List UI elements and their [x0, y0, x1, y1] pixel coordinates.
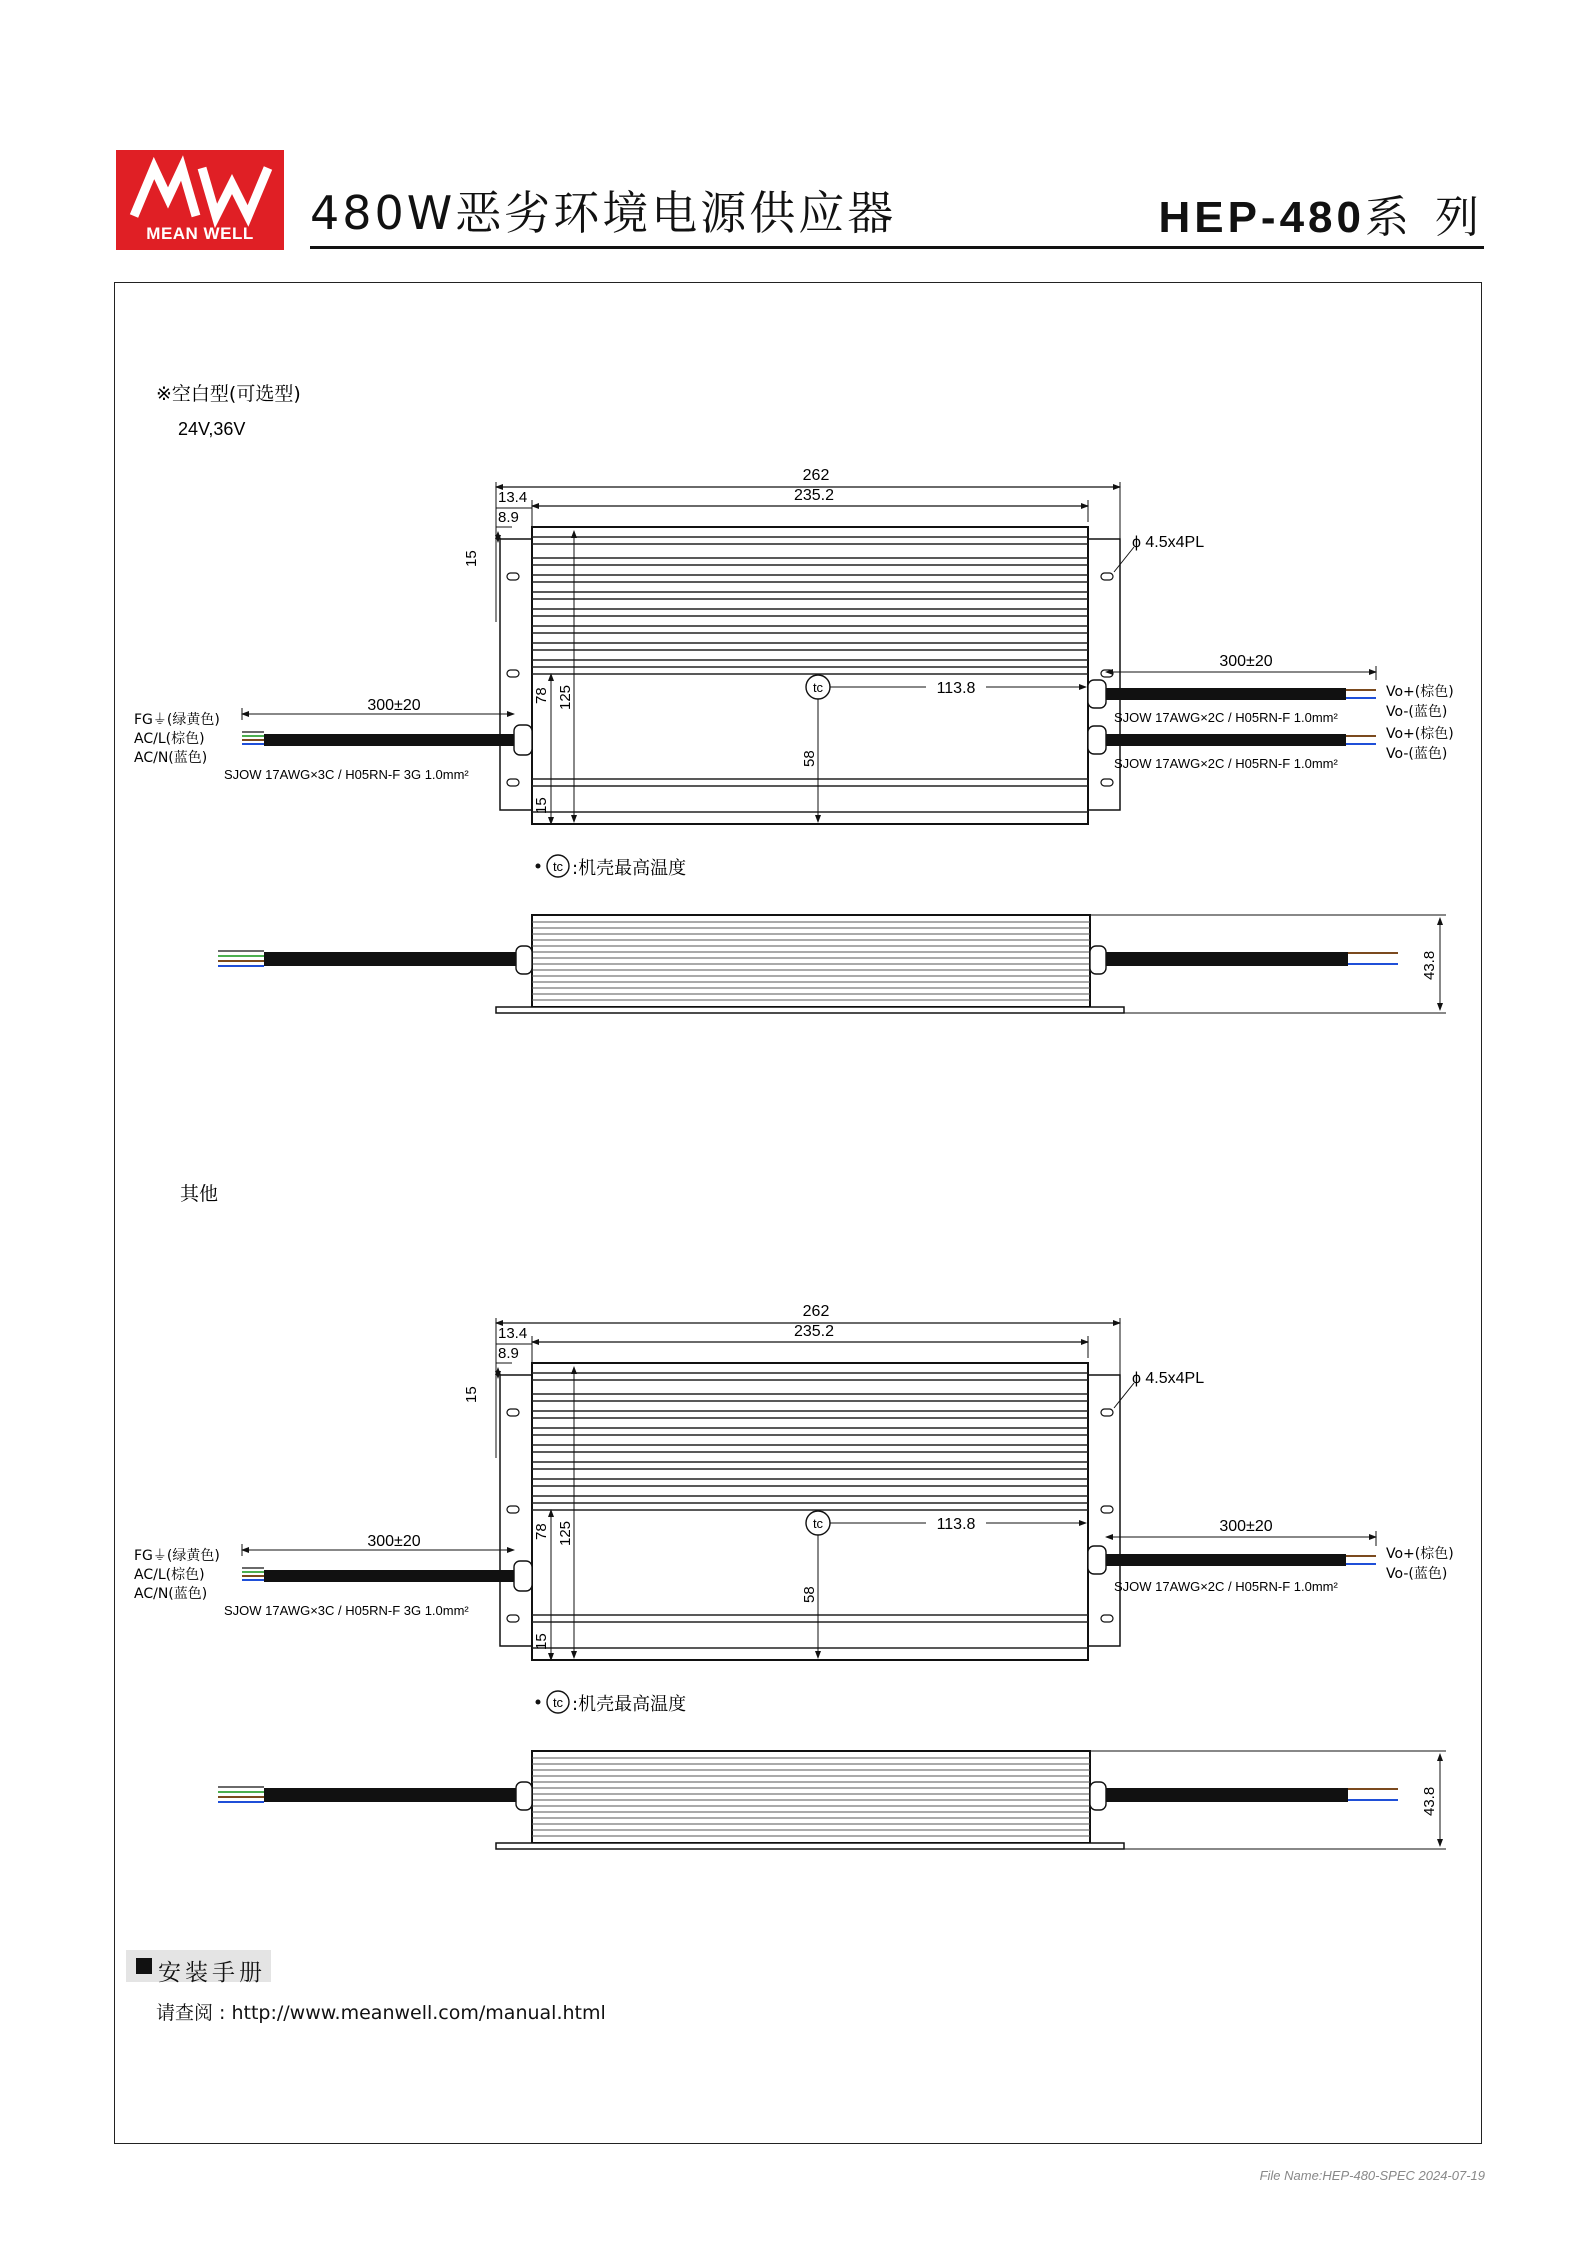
output-wire-1: Vo+(棕色): [1386, 1546, 1454, 1562]
header-rule: [310, 246, 1484, 249]
dim-mount-hole: ϕ 4.5x4PL: [1132, 1370, 1205, 1387]
dim-side-height: 43.8: [1421, 950, 1438, 980]
dim-mount-hole: ϕ 4.5x4PL: [1132, 534, 1205, 551]
footer-filename: File Name:HEP-480-SPEC 2024-07-19: [1259, 2168, 1485, 2183]
dim-tc-horizontal: 113.8: [936, 1516, 976, 1533]
output-wire-4: Vo-(蓝色): [1386, 746, 1448, 762]
output-cable-length: 300±20: [1219, 1518, 1273, 1535]
dim-side-height: 43.8: [1421, 1786, 1438, 1816]
output-cable-spec-2: SJOW 17AWG×2C / H05RN-F 1.0mm²: [1114, 756, 1338, 771]
dim-height: 125: [557, 684, 574, 710]
dim-half-height: 78: [533, 1523, 550, 1540]
output-wire-2: Vo-(蓝色): [1386, 704, 1448, 720]
input-cable-spec: SJOW 17AWG×3C / H05RN-F 3G 1.0mm²: [224, 1603, 469, 1618]
mean-well-logo: [116, 150, 284, 250]
dim-tc-vertical: 58: [801, 1586, 818, 1603]
tc-symbol: tc: [812, 1516, 824, 1531]
tc-note-text: :机壳最高温度: [572, 1694, 687, 1715]
output-wire-3: Vo+(棕色): [1386, 726, 1454, 742]
input-wire-acl: AC/L(棕色): [134, 731, 205, 747]
variant-b-side-view: [218, 1751, 1446, 1849]
logo-text: MEAN WELL: [146, 224, 254, 243]
input-wire-fg: FG⏚(绿黄色): [134, 712, 220, 728]
dim-left-offset: 13.4: [498, 1325, 528, 1342]
manual-section-heading: [126, 1950, 271, 1986]
dim-half-height: 78: [533, 687, 550, 704]
variant-a-heading: ※空白型(可选型): [156, 383, 301, 405]
tc-note-symbol: tc: [552, 1695, 564, 1710]
dim-flange: 8.9: [498, 509, 519, 526]
variant-b-top-view: [134, 1303, 1454, 1660]
input-cable-spec: SJOW 17AWG×3C / H05RN-F 3G 1.0mm²: [224, 767, 469, 782]
dim-tc-vertical: 58: [801, 750, 818, 767]
variant-a-tc-note: [536, 855, 687, 879]
manual-heading-text: 安装手册: [158, 1960, 266, 1986]
tc-note-text: :机壳最高温度: [572, 858, 687, 879]
dim-overall-length: 262: [802, 467, 830, 484]
document-title: 480W恶劣环境电源供应器: [310, 186, 897, 240]
input-wire-fg: FG⏚(绿黄色): [134, 1548, 220, 1564]
input-cable-length: 300±20: [367, 697, 421, 714]
square-bullet-icon: [136, 1958, 152, 1974]
dim-tc-horizontal: 113.8: [936, 680, 976, 697]
dim-left-offset: 13.4: [498, 489, 528, 506]
dim-top-margin: 15: [463, 1386, 480, 1403]
output-cable-spec: SJOW 17AWG×2C / H05RN-F 1.0mm²: [1114, 1579, 1338, 1594]
dim-inner-length: 235.2: [793, 487, 835, 504]
dim-inner-length: 235.2: [793, 1323, 835, 1340]
dim-bottom-margin: 15: [533, 797, 550, 814]
dim-top-margin: 15: [463, 550, 480, 567]
input-wire-acn: AC/N(蓝色): [134, 750, 208, 766]
variant-a-voltages: 24V,36V: [178, 419, 246, 439]
dim-bottom-margin: 15: [533, 1633, 550, 1650]
dim-flange: 8.9: [498, 1345, 519, 1362]
tc-note-symbol: tc: [552, 859, 564, 874]
mechanical-drawing: [114, 282, 1482, 2144]
variant-b-tc-note: [536, 1691, 687, 1715]
variant-a-side-view: [218, 915, 1446, 1013]
variant-b-heading: 其他: [180, 1183, 219, 1205]
series-label: [1158, 192, 1485, 243]
output-wire-1: Vo+(棕色): [1386, 684, 1454, 700]
output-wire-2: Vo-(蓝色): [1386, 1566, 1448, 1582]
input-cable-length: 300±20: [367, 1533, 421, 1550]
manual-link-text[interactable]: 请查阅 : http://www.meanwell.com/manual.html: [156, 2002, 606, 2024]
series-model: HEP-480: [1158, 193, 1365, 242]
dim-overall-length: 262: [802, 1303, 830, 1320]
output-cable-spec-1: SJOW 17AWG×2C / H05RN-F 1.0mm²: [1114, 710, 1338, 725]
input-wire-acl: AC/L(棕色): [134, 1567, 205, 1583]
tc-symbol: tc: [812, 680, 824, 695]
series-suffix: 系 列: [1365, 192, 1485, 243]
variant-a-top-view: [134, 467, 1454, 824]
output-cable-length: 300±20: [1219, 653, 1273, 670]
dim-height: 125: [557, 1520, 574, 1546]
input-wire-acn: AC/N(蓝色): [134, 1586, 208, 1602]
